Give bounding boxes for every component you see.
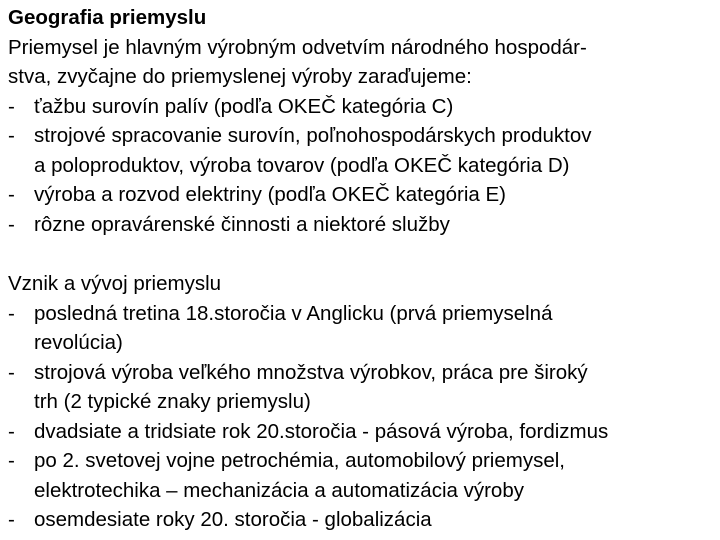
bullet-dash: - <box>8 508 15 531</box>
intro-text-line-2: stva, zvyčajne do priemyslenej výroby zaraďujeme: <box>8 65 472 88</box>
list-item <box>8 121 714 180</box>
list-item-text: trh (2 typické znaky priemyslu) <box>34 390 311 413</box>
list-item-text: strojové spracovanie surovín, poľnohospodárskych produktov <box>34 124 592 147</box>
list-item-text: revolúcia) <box>34 331 123 354</box>
bullet-dash: - <box>8 419 15 443</box>
bullet-dash: - <box>8 301 15 325</box>
section-title-geografia: Geografia priemyslu <box>8 6 207 29</box>
list-item <box>8 92 714 122</box>
list-item-text: posledná tretina 18.storočia v Anglicku (prvá priemyselná <box>34 301 553 325</box>
list-item-text: elektrotechika – mechanizácia a automatizácia výroby <box>34 478 524 502</box>
list-item-text: výroba a rozvod elektriny (podľa OKEČ kategória E) <box>34 183 507 206</box>
list-item-text: po 2. svetovej vojne petrochémia, automobilový priemysel, <box>34 449 565 472</box>
list-item-text: rôzne opravárenské činnosti a niektoré služby <box>34 212 450 236</box>
intro-text-line-1: Priemysel je hlavným výrobným odvetvím národného hospodár- <box>8 35 587 59</box>
bullet-dash: - <box>8 360 15 384</box>
bullet-dash: - <box>8 449 15 472</box>
section-spacer <box>8 239 714 269</box>
list-item <box>8 299 714 358</box>
list-item <box>8 180 714 210</box>
bullet-dash: - <box>8 94 15 118</box>
list-item <box>8 417 714 447</box>
bullet-dash: - <box>8 124 15 147</box>
list-item-text: a poloproduktov, výroba tovarov (podľa OKEČ kategória D) <box>34 153 570 177</box>
document-page <box>8 3 714 535</box>
section-title-vznik: Vznik a vývoj priemyslu <box>8 272 222 295</box>
list-item-text: strojová výroba veľkého množstva výrobkov, práca pre široký <box>34 360 588 384</box>
list-item-text: dvadsiate a tridsiate rok 20.storočia - pásová výroba, fordizmus <box>34 419 609 443</box>
list-item <box>8 358 714 417</box>
bullet-dash: - <box>8 183 15 206</box>
list-item <box>8 446 714 505</box>
list-item <box>8 505 714 535</box>
bullet-dash: - <box>8 212 15 236</box>
list-item-text: ťažbu surovín palív (podľa OKEČ kategória C) <box>34 94 454 118</box>
list-item-text: osemdesiate roky 20. storočia - globalizácia <box>34 508 432 531</box>
list-item <box>8 210 714 240</box>
